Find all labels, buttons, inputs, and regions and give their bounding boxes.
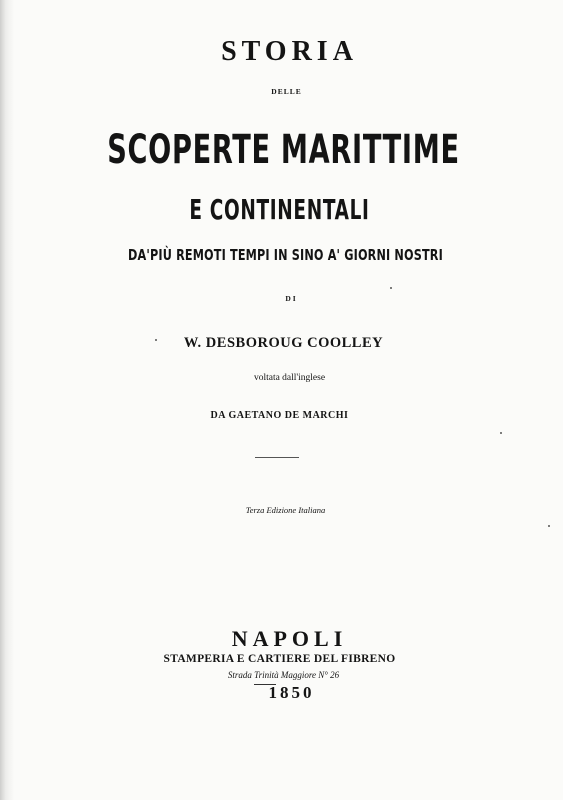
edition-note: Terza Edizione Italiana (245, 505, 326, 515)
title-line-delle: DELLE (271, 87, 302, 96)
author-name: W. DESBOROUG COOLLEY (183, 335, 384, 351)
subtitle: DA'PIÙ REMOTI TEMPI IN SINO A' GIORNI NOSTRI (128, 246, 443, 264)
by-label: DI (285, 294, 298, 303)
title-line-scoperte-marittime: SCOPERTE MARITTIME (107, 127, 460, 173)
translation-note: voltata dall'inglese (253, 373, 326, 383)
imprint-city: NAPOLI (231, 626, 348, 651)
translator-name: DA GAETANO DE MARCHI (210, 410, 349, 421)
paper-speck (155, 339, 157, 341)
imprint-address: Strada Trinità Maggiore N° 26 (227, 670, 340, 680)
paper-speck (548, 525, 550, 527)
paper-speck (390, 287, 392, 289)
paper-speck (500, 432, 502, 434)
page-edge-shadow (0, 0, 14, 800)
title-line-e-continentali: E CONTINENTALI (189, 193, 370, 226)
imprint-printer: STAMPERIA E CARTIERE DEL FIBRENO (163, 653, 396, 665)
imprint-year: 1850 (268, 683, 315, 702)
divider-rule (255, 457, 299, 458)
title-line-storia: STORIA (221, 36, 358, 67)
